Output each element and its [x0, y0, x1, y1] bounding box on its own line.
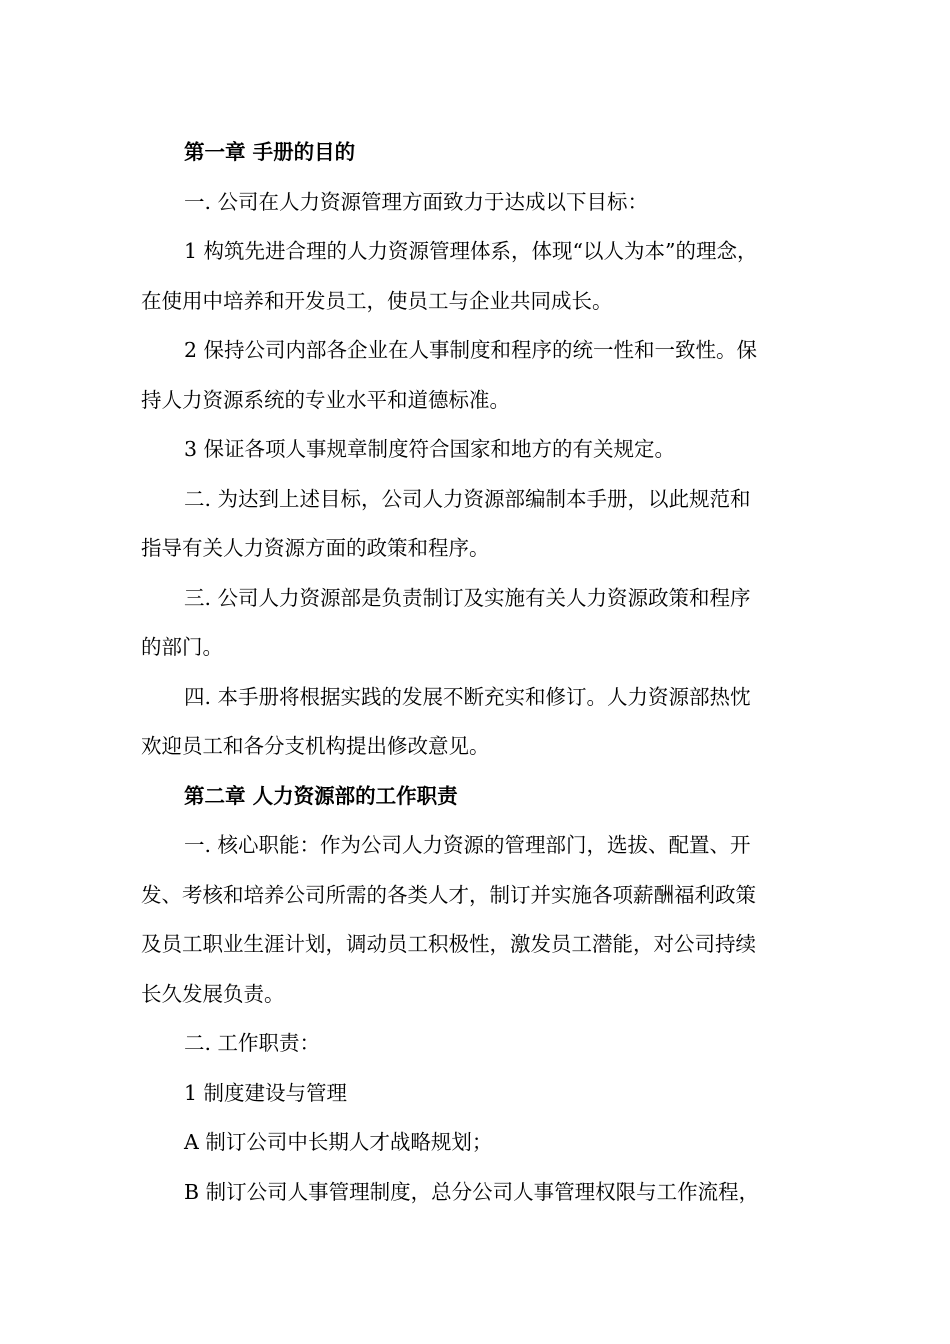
paragraph-line: 二. 工作职责：: [184, 1031, 321, 1055]
paragraph-line: 3 保证各项人事规章制度符合国家和地方的有关规定。: [184, 437, 676, 461]
paragraph-line: 一. 核心职能：作为公司人力资源的管理部门，选拔、配置、开: [184, 833, 751, 857]
chapter-heading: 第一章 手册的目的: [184, 140, 356, 164]
paragraph-line: 指导有关人力资源方面的政策和程序。: [141, 536, 490, 560]
paragraph-line: B 制订公司人事管理制度，总分公司人事管理权限与工作流程，: [184, 1179, 760, 1204]
paragraph-line: 长久发展负责。: [141, 981, 285, 1006]
paragraph-line: 二. 为达到上述目标，公司人力资源部编制本手册，以此规范和: [184, 486, 751, 511]
paragraph-line: 欢迎员工和各分支机构提出修改意见。: [141, 734, 490, 758]
paragraph-line: 一. 公司在人力资源管理方面致力于达成以下目标：: [184, 189, 649, 214]
paragraph-line: 持人力资源系统的专业水平和道德标准。: [141, 387, 510, 412]
chapter-heading: 第二章 人力资源部的工作职责: [184, 783, 458, 808]
paragraph-line: 在使用中培养和开发员工，使员工与企业共同成长。: [141, 288, 613, 313]
paragraph-line: 四. 本手册将根据实践的发展不断充实和修订。人力资源部热忱: [184, 684, 751, 709]
paragraph-line: 发、考核和培养公司所需的各类人才，制订并实施各项薪酬福利政策: [141, 882, 756, 907]
paragraph-line: 及员工职业生涯计划，调动员工积极性，激发员工潜能，对公司持续: [141, 932, 756, 956]
paragraph-line: 1 构筑先进合理的人力资源管理体系，体现“以人为本”的理念，: [184, 239, 758, 263]
paragraph-line: 的部门。: [141, 635, 223, 659]
paragraph-line: 2 保持公司内部各企业在人事制度和程序的统一性和一致性。保: [184, 338, 758, 362]
paragraph-line: A 制订公司中长期人才战略规划；: [184, 1130, 493, 1154]
paragraph-line: 1 制度建设与管理: [184, 1080, 348, 1105]
document-body: [141, 128, 821, 1217]
paragraph-line: 三. 公司人力资源部是负责制订及实施有关人力资源政策和程序: [184, 585, 751, 610]
